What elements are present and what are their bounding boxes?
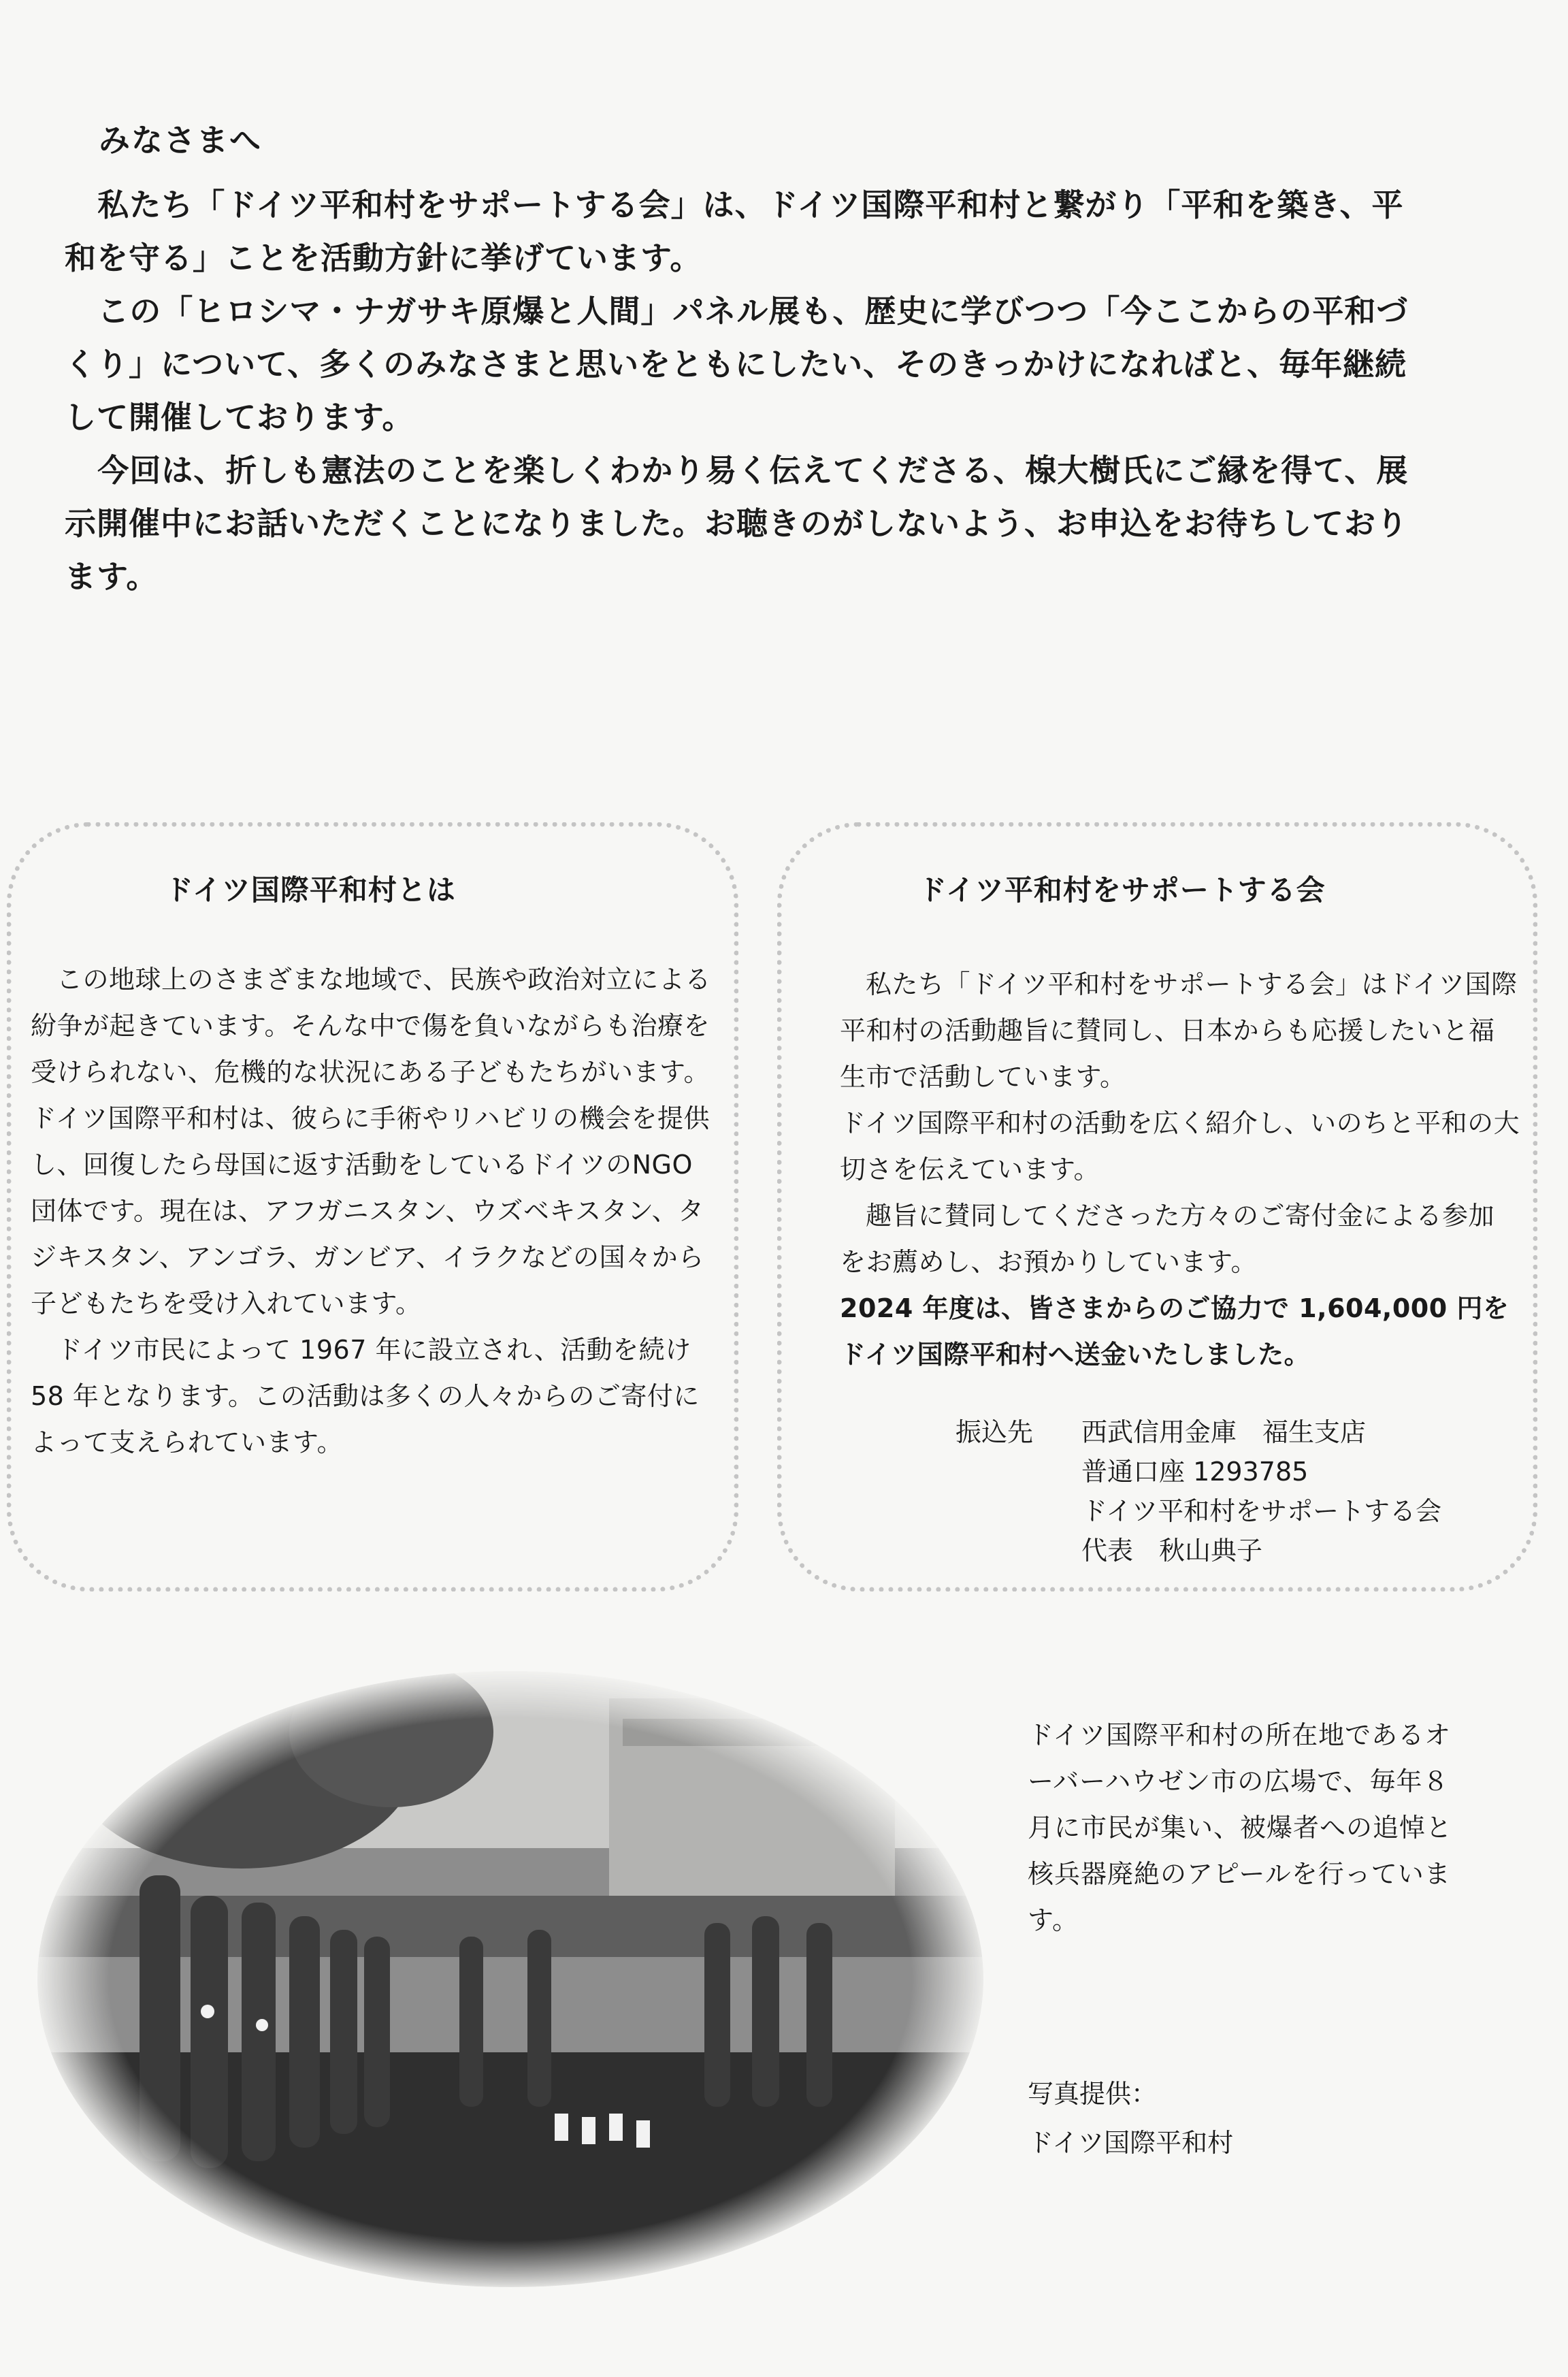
- photo-caption-text: ドイツ国際平和村の所在地であるオーバーハウゼン市の広場で、毎年８月に市民が集い、被爆者への追悼と核兵器廃絶のアピールを行っています。: [1028, 1720, 1453, 1935]
- support-paragraph-1: 私たち「ドイツ平和村をサポートする会」はドイツ国際平和村の活動趣旨に賛同し、日本からも応援したいと福生市で活動しています。: [840, 969, 1518, 1092]
- photo-credit-label: 写真提供：: [1028, 2079, 1158, 2109]
- intro-paragraph-1: 私たち「ドイツ平和村をサポートする会」は、ドイツ国際平和村と繋がり「平和を築き、平和を守る」ことを活動方針に挙げています。: [65, 187, 1404, 276]
- support-paragraph-4: 2024 年度は、皆さまからのご協力で 1,604,000 円をドイツ国際平和村へ送金いたしました。: [840, 1293, 1509, 1370]
- about-peace-village-box: [7, 822, 738, 1591]
- about-paragraph-1: この地球上のさまざまな地域で、民族や政治対立による紛争が起きています。そんな中で傷を負いながらも治療を受けられない、危機的な状況にある子どもたちがいます。ドイツ国際平和村は、彼らに手術やリハビリの機会を提供し、回復したら母国に返す活動をしているドイツのNGO団体です。現在は、アフガニスタン、ウズベキスタン、タジキスタン、アンゴラ、ガンビア、イラクなどの国々から子どもたちを受け入れています。: [31, 965, 711, 1319]
- support-group-body: [840, 961, 1520, 1378]
- representative: 代表 秋山典子: [1081, 1536, 1263, 1566]
- photo-credit: [1028, 2069, 1233, 2167]
- about-peace-village-body: [31, 956, 718, 1466]
- intro-paragraph-2: この「ヒロシマ・ナガサキ原爆と人間」パネル展も、歴史に学びつつ「今ここからの平和づくり」について、多くのみなさまと思いをともにしたい、そのきっかけになればと、毎年継続して開催しております。: [65, 293, 1409, 436]
- support-paragraph-2: ドイツ国際平和村の活動を広く紹介し、いのちと平和の大切さを伝えています。: [840, 1108, 1520, 1184]
- vigil-photo: [37, 1671, 983, 2287]
- intro-text: [65, 178, 1426, 603]
- greeting: みなさまへ: [99, 122, 262, 159]
- intro-paragraph-3: 今回は、折しも憲法のことを楽しくわかり易く伝えてくださる、楾大樹氏にご縁を得て、展示開催中にお話いただくことになりました。お聴きのがしないよう、お申込をお待ちしております。: [65, 452, 1409, 595]
- account-holder: ドイツ平和村をサポートする会: [1081, 1496, 1441, 1526]
- photo-caption: [1028, 1712, 1463, 1943]
- support-group-box: [777, 822, 1537, 1591]
- support-paragraph-3: 趣旨に賛同してくださった方々のご寄付金による参加をお薦めし、お預かりしています。: [840, 1201, 1495, 1277]
- vigil-photo-image: [37, 1671, 983, 2287]
- bank-account: 普通口座 1293785: [1081, 1457, 1309, 1487]
- bank-label: 振込先: [956, 1417, 1034, 1447]
- support-group-title: ドイツ平和村をサポートする会: [918, 873, 1326, 907]
- bank-transfer-info: [956, 1412, 1441, 1570]
- about-peace-village-title: ドイツ国際平和村とは: [165, 873, 456, 907]
- about-paragraph-2: ドイツ市民によって 1967 年に設立され、活動を続け 58 年となります。この活動は多くの人々からのご寄付によって支えられています。: [31, 1335, 700, 1457]
- bank-name: 西武信用金庫 福生支店: [1081, 1417, 1367, 1447]
- photo-credit-name: ドイツ国際平和村: [1028, 2128, 1234, 2158]
